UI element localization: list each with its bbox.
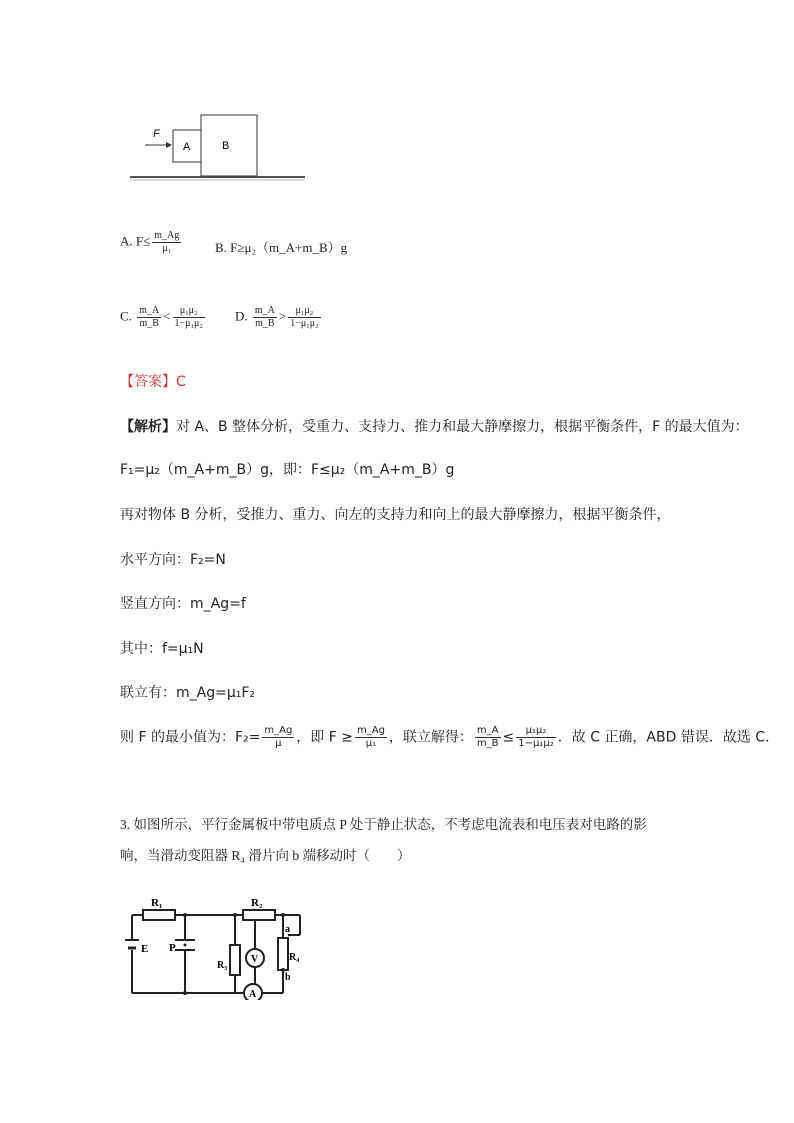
arrow-head <box>166 142 172 148</box>
label-r3: R₃ <box>217 960 228 971</box>
block-b-label: B <box>222 140 230 152</box>
resistor-r3 <box>230 945 240 975</box>
question3-line-2: 响，当滑动变阻器 R₄ 滑片向 b 端移动时（ ） <box>120 848 411 863</box>
force-label: F <box>153 128 160 140</box>
block-a-label: A <box>183 141 191 153</box>
answer-line <box>120 372 186 392</box>
analysis-line-3: 再对物体 B 分析，受推力、重力、向左的支持力和向上的最大静摩擦力，根据平衡条件， <box>120 507 671 523</box>
analysis-line-2: F₁=μ₂（m_A+m_B）g，即：F≤μ₂（m_A+m_B）g <box>120 462 455 478</box>
analysis-line-5: 竖直方向：m_Ag=f <box>120 596 246 612</box>
analysis-line-7: 联立有：m_Ag=μ₁F₂ <box>120 685 256 701</box>
circuit-diagram <box>125 890 310 1000</box>
junction <box>233 913 237 917</box>
label-node-b: b <box>285 972 291 983</box>
analysis-line-1: 【解析】对 A、B 整体分析，受重力、支持力、推力和最大静摩擦力，根据平衡条件，F 的最大值为： <box>120 419 749 435</box>
analysis-line-6: 其中：f=μ₁N <box>120 641 204 657</box>
resistor-r1 <box>143 910 175 920</box>
junction <box>183 991 187 995</box>
analysis-line-4: 水平方向：F₂=N <box>120 552 226 568</box>
answer-value: C <box>176 374 186 390</box>
option-b: B. F≥μ₂（m_A+m_B）g <box>215 240 348 255</box>
block-figure <box>125 110 310 185</box>
option-a: A. F≤ $\frac{m\_Ag}{\text{μ₁}}$ <box>120 230 180 254</box>
label-r4: R₄ <box>289 952 300 963</box>
label-r2: R₂ <box>251 897 263 909</box>
label-v: V <box>251 954 259 965</box>
junction <box>281 913 285 917</box>
label-e: E <box>141 943 149 955</box>
analysis-line-8: 则 F 的最小值为：F₂= $\frac{m\_Ag}{\mu}$ ，即 F ≥ $\frac{m\_Ag}{\text{μ₁}}$ ，联立解得： $\frac{m\_A}{m\_B}$ ≤ $\frac{\text{μ₁μ₂}}{\text{1−μ₁μ₂}}$ ．故 C 正确，ABD 错误．故选 C． <box>120 725 780 749</box>
resistor-r4 <box>278 938 288 970</box>
analysis-tag: 【解析】 <box>120 419 176 435</box>
resistor-r2 <box>243 910 275 920</box>
label-node-a: a <box>285 924 290 935</box>
question3-line-1: 3. 如图所示，平行金属板中带电质点 P 处于静止状态，不考虑电流表和电压表对电路的影 <box>120 817 647 832</box>
label-p: P <box>169 942 176 954</box>
option-c: C. $\frac{m\_A}{m\_B}$ < $\frac{\text{μ₁μ₂}}{\text{1−μ₁μ₂}}$ <box>120 305 203 329</box>
option-d: D. $\frac{m\_A}{m\_B}$ > $\frac{\text{μ₁μ₂}}{\text{1−μ₁μ₂}}$ <box>235 305 319 329</box>
junction <box>183 913 187 917</box>
charged-particle <box>184 944 187 947</box>
answer-tag: 【答案】 <box>120 374 176 390</box>
label-a: A <box>249 989 257 1000</box>
label-r1: R₁ <box>151 897 163 909</box>
